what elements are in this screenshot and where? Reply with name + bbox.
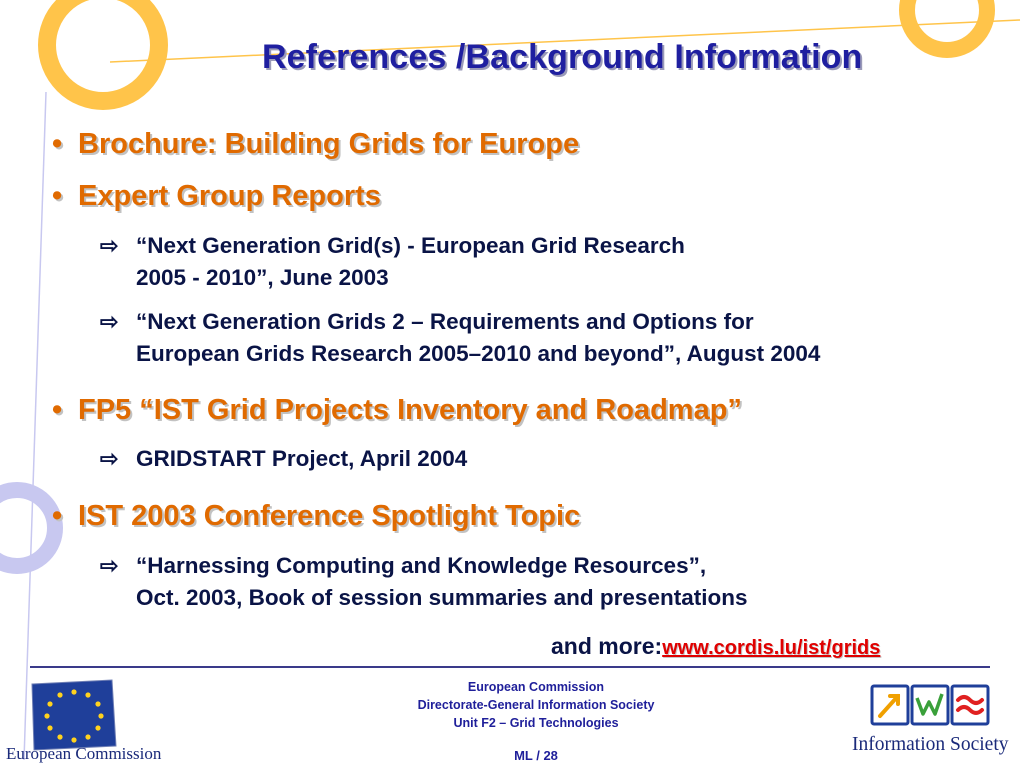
bullet-label: Brochure: Building Grids for Europe [78,128,580,160]
sub-bullet-line: “Harnessing Computing and Knowledge Resources”, [136,553,707,578]
bullet-label: IST 2003 Conference Spotlight Topic [78,500,581,532]
bullet-dot-icon: • [52,180,63,212]
sub-bullet-gridstart [100,443,467,475]
bullet-fp5-inventory [52,394,742,427]
hollow-right-arrow-icon: ⇨ [100,233,119,258]
footer-info [390,678,682,732]
bullet-dot-icon: • [52,394,63,426]
hollow-right-arrow-icon: ⇨ [100,309,119,334]
bullet-label: Expert Group Reports [78,180,381,212]
sub-bullet-line: “Next Generation Grids 2 – Requirements and Options for [136,309,754,334]
bullet-dot-icon: • [52,128,63,160]
sub-bullet-line: 2005 - 2010”, June 2003 [136,265,389,290]
logo-box-approx [952,686,988,724]
orange-ring-large [47,0,159,101]
page-number: ML / 28 [514,748,558,763]
more-prefix: and more: [551,633,663,659]
sub-bullet-harnessing [100,550,747,614]
sub-bullet-line: GRIDSTART Project, April 2004 [136,446,468,471]
decorative-left-line [24,92,46,760]
footer-line-2: Directorate-General Information Society [417,698,655,712]
sub-bullet-ngg1 [100,230,685,294]
sub-bullet-line: “Next Generation Grid(s) - European Grid Research [136,233,685,258]
information-society-logo [870,680,990,730]
lavender-ring [0,490,55,566]
bullet-dot-icon: • [52,500,63,532]
sub-bullet-line: Oct. 2003, Book of session summaries and presentations [136,585,748,610]
cordis-link[interactable]: www.cordis.lu/ist/grids [662,637,881,659]
bullet-expert-reports [52,180,381,213]
footer-line-1: European Commission [467,680,605,694]
bullet-brochure [52,128,579,161]
hollow-right-arrow-icon: ⇨ [100,553,119,578]
sub-bullet-line: European Grids Research 2005–2010 and beyond”, August 2004 [136,341,821,366]
footer-divider [30,666,990,668]
more-line [551,633,880,660]
sub-bullet-ngg2 [100,306,820,370]
information-society-caption: Information Society [852,734,1009,755]
bullet-ist-2003 [52,500,580,533]
footer-line-3: Unit F2 – Grid Technologies [453,716,619,730]
slide-title: References /Background Information [262,38,863,76]
european-commission-caption: European Commission [6,744,162,763]
hollow-right-arrow-icon: ⇨ [100,446,119,471]
bullet-label: FP5 “IST Grid Projects Inventory and Roadmap” [78,394,742,426]
